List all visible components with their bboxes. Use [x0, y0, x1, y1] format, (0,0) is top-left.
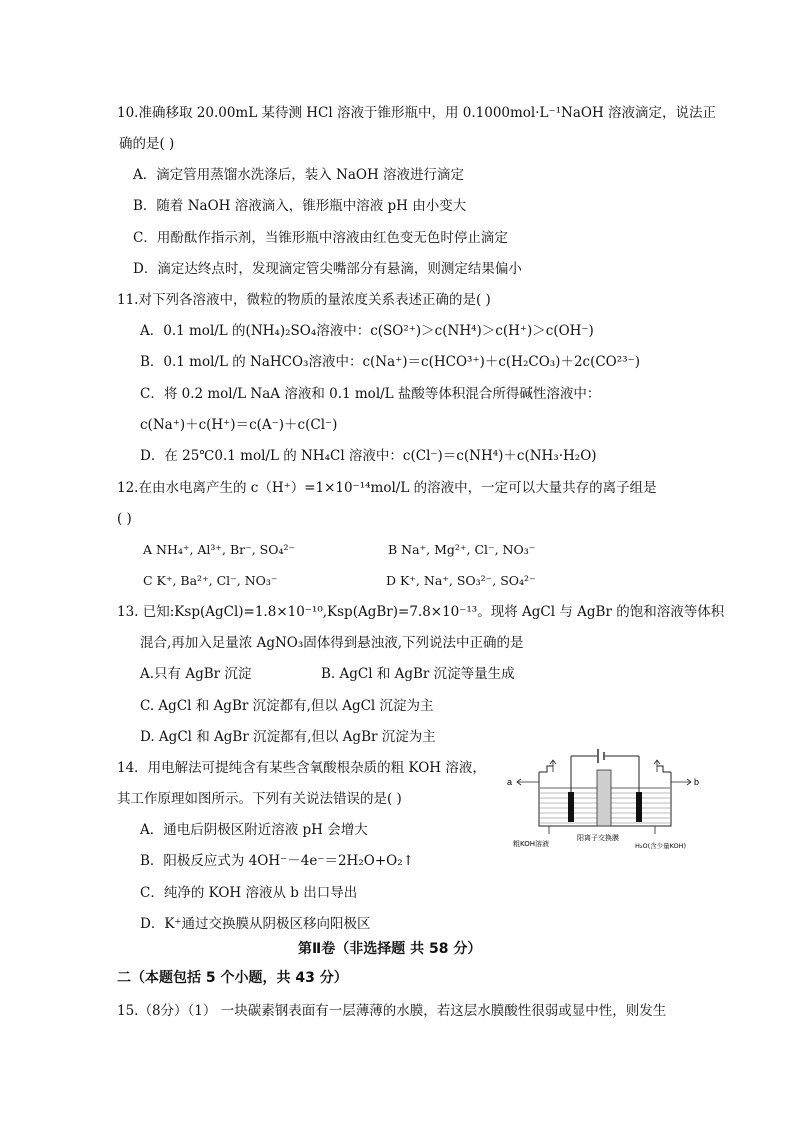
outlet-b-label: b: [694, 777, 700, 787]
q11-stem: 11.对下列各溶液中，微粒的物质的量浓度关系表述正确的是( ): [117, 292, 491, 308]
q13-option-a: A.只有 AgBr 沉淀: [140, 666, 252, 682]
q11-option-d: D．在 25℃0.1 mol/L 的 NH₄Cl 溶液中：c(Cl⁻)＝c(NH⁴)＋c(NH₃·H₂O): [140, 448, 597, 464]
q12-option-a: A NH₄⁺, Al³⁺, Br⁻, SO₄²⁻: [143, 542, 296, 557]
q10-option-c: C．用酚酞作指示剂，当锥形瓶中溶液由红色变无色时停止滴定: [133, 230, 508, 246]
section-two-heading: 二（本题包括 5 个小题，共 43 分）: [117, 970, 348, 986]
q12-option-b: B Na⁺, Mg²⁺, Cl⁻, NO₃⁻: [388, 542, 536, 557]
q10-option-a: A．滴定管用蒸馏水洗涤后，装入 NaOH 溶液进行滴定: [133, 167, 465, 183]
outlet-a-arrow-icon: [517, 760, 556, 785]
water-koh-label: H₂O(含少量KOH): [635, 842, 687, 850]
q14-option-d: D．K⁺通过交换膜从阴极区移向阳极区: [140, 916, 371, 932]
q11-option-a: A．0.1 mol/L 的(NH₄)₂SO₄溶液中：c(SO²⁺)＞c(NH⁴)＞c(H⁺)＞c(OH⁻): [140, 323, 594, 339]
q14-stem-line1: 14．用电解法可提纯含有某些含氧酸根杂质的粗 KOH 溶液，: [117, 760, 486, 776]
q11-option-b: B．0.1 mol/L 的 NaHCO₃溶液中：c(Na⁺)＝c(HCO³⁺)＋c(H₂CO₃)＋2c(CO²³⁻): [140, 354, 640, 370]
outlet-b-arrow-icon: [654, 760, 691, 785]
q13-option-b: B. AgCl 和 AgBr 沉淀等量生成: [321, 666, 515, 682]
q14-option-c: C．纯净的 KOH 溶液从 b 出口导出: [140, 885, 358, 901]
q13-option-d: D. AgCl 和 AgBr 沉淀都有,但以 AgBr 沉淀为主: [140, 729, 436, 745]
cathode-electrode: [636, 792, 642, 822]
q13-stem-line2: 混合,再加入足量浓 AgNO₃固体得到悬浊液,下列说法中正确的是: [140, 635, 524, 651]
cation-exchange-membrane: [597, 770, 611, 826]
q11-option-c-line2: c(Na⁺)＋c(H⁺)＝c(A⁻)＋c(Cl⁻): [140, 417, 338, 433]
part-two-title: 第Ⅱ卷（非选择题 共 58 分）: [298, 941, 482, 957]
q10-stem-line2: 确的是( ): [119, 136, 175, 152]
q10-option-d: D．滴定达终点时，发现滴定管尖嘴部分有悬滴，则测定结果偏小: [133, 261, 522, 277]
q13-option-c: C. AgCl 和 AgBr 沉淀都有,但以 AgCl 沉淀为主: [140, 698, 434, 714]
q14-stem-line2: 其工作原理如图所示。下列有关说法错误的是( ): [117, 791, 402, 807]
membrane-label: 阳离子交换膜: [577, 834, 619, 842]
q12-stem-line1: 12.在由水电离产生的 c（H⁺）=1×10⁻¹⁴mol/L 的溶液中，一定可以大量共存的离子组是: [117, 480, 657, 496]
q13-stem-line1: 13. 已知:Ksp(AgCl)=1.8×10⁻¹⁰,Ksp(AgBr)=7.8×10⁻¹³。现将 AgCl 与 AgBr 的饱和溶液等体积: [117, 604, 725, 620]
q12-option-d: D K⁺, Na⁺, SO₃²⁻, SO₄²⁻: [386, 573, 536, 588]
electrolysis-cell-diagram: [505, 748, 701, 856]
q12-option-c: C K⁺, Ba²⁺, Cl⁻, NO₃⁻: [143, 573, 278, 588]
crude-koh-label: 粗KOH溶液: [513, 840, 549, 848]
q11-option-c-line1: C．将 0.2 mol/L NaA 溶液和 0.1 mol/L 盐酸等体积混合所得碱性溶液中：: [140, 386, 601, 402]
q14-option-a: A．通电后阴极区附近溶液 pH 会增大: [140, 822, 368, 838]
q15-stem: 15.（8分）（1） 一块碳素钢表面有一层薄薄的水膜，若这层水膜酸性很弱或显中性，则发生: [117, 1003, 667, 1019]
q10-option-b: B．随着 NaOH 溶液滴入，锥形瓶中溶液 pH 由小变大: [133, 198, 467, 214]
anode-electrode: [568, 792, 574, 822]
q10-stem-line1: 10.准确移取 20.00mL 某待测 HCl 溶液于锥形瓶中，用 0.1000mol·L⁻¹NaOH 溶液滴定，说法正: [117, 105, 717, 121]
outlet-a-label: a: [507, 777, 513, 787]
q14-option-b: B．阳极反应式为 4OH⁻－4e⁻＝2H₂O+O₂↑: [140, 853, 414, 869]
q12-stem-line2: ( ): [117, 511, 132, 527]
